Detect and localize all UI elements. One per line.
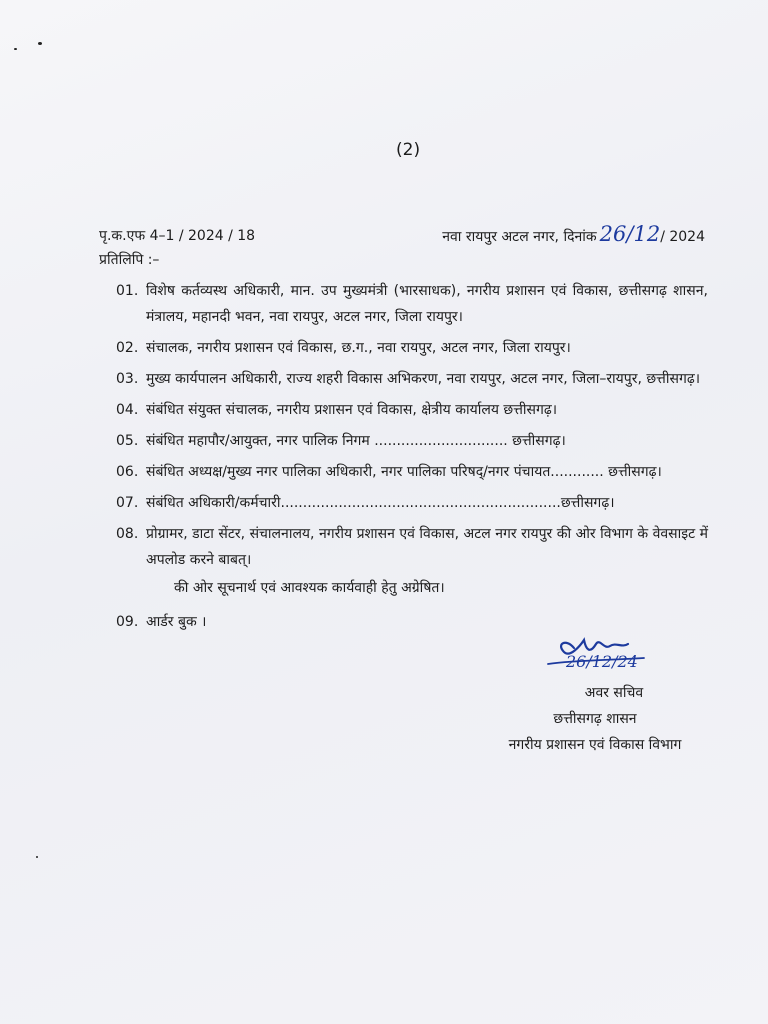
- signature-date: 26/12/24: [566, 652, 638, 671]
- year-text: / 2024: [660, 229, 705, 245]
- item-number: 07.: [116, 495, 139, 511]
- item-text: संबंधित महापौर/आयुक्त, नगर पालिक निगम .............................. छत्तीसगढ़।: [146, 433, 566, 449]
- item-number: 05.: [116, 433, 139, 449]
- list-item: [116, 459, 708, 485]
- handwritten-date: 26/12: [599, 222, 661, 246]
- list-item: [116, 278, 708, 330]
- item-number: 09.: [116, 614, 139, 630]
- item-number: 03.: [116, 371, 139, 387]
- item-text: संबंधित अधिकारी/कर्मचारी...............................................................छत्तीसगढ़।: [146, 495, 615, 511]
- scan-speck: [38, 42, 42, 45]
- copy-to-list: [116, 278, 708, 640]
- list-item: [116, 521, 708, 573]
- handwritten-signature: [544, 630, 654, 680]
- item-text: आर्डर बुक ।: [146, 614, 207, 630]
- item-number: 06.: [116, 464, 139, 480]
- forwarding-note: की ओर सूचनार्थ एवं आवश्यक कार्यवाही हेतु अग्रेषित।: [174, 580, 445, 596]
- place-and-date: [442, 222, 705, 246]
- list-item: [116, 366, 708, 392]
- list-item: [116, 490, 708, 516]
- place-text: नवा रायपुर अटल नगर, दिनांक: [442, 229, 597, 245]
- page-number: (2): [396, 140, 421, 160]
- item-number: 02.: [116, 340, 139, 356]
- signatory-designation: अवर सचिव: [584, 685, 644, 701]
- list-item: [116, 428, 708, 454]
- item-text: मुख्य कार्यपालन अधिकारी, राज्य शहरी विकास अभिकरण, नवा रायपुर, अटल नगर, जिला–रायपुर, छत्तीसगढ़।: [146, 371, 701, 387]
- scan-speck: [36, 856, 38, 858]
- item-text: संबंधित संयुक्त संचालक, नगरीय प्रशासन एवं विकास, क्षेत्रीय कार्यालय छत्तीसगढ़।: [146, 402, 558, 418]
- letter-number: पृ.क.एफ 4–1 / 2024 / 18: [99, 228, 256, 244]
- signatory-department: नगरीय प्रशासन एवं विकास विभाग: [508, 737, 682, 753]
- reference-line: [99, 222, 705, 246]
- list-item: [116, 397, 708, 423]
- signatory-block: [460, 680, 730, 758]
- item-number: 01.: [116, 283, 139, 299]
- item-number: 04.: [116, 402, 139, 418]
- copy-to-label: प्रतिलिपि :–: [99, 252, 160, 268]
- item-text: संबंधित अध्यक्ष/मुख्य नगर पालिका अधिकारी, नगर पालिका परिषद्/नगर पंचायत............ छत्तीसगढ़।: [146, 464, 662, 480]
- list-item: [116, 335, 708, 361]
- item-text: विशेष कर्तव्यस्थ अधिकारी, मान. उप मुख्यमंत्री (भारसाधक), नगरीय प्रशासन एवं विकास, छत्तीसगढ़ शासन, मंत्रालय, महानदी भवन, नवा रायपुर, अटल नगर, जिला रायपुर।: [146, 283, 708, 325]
- scan-speck: [14, 48, 17, 50]
- signatory-government: छत्तीसगढ़ शासन: [553, 711, 637, 727]
- item-text: प्रोग्रामर, डाटा सेंटर, संचालनालय, नगरीय प्रशासन एवं विकास, अटल नगर रायपुर की ओर विभाग के वेवसाइट में अपलोड करने बाबत्।: [146, 526, 708, 568]
- item-number: 08.: [116, 526, 139, 542]
- item-text: संचालक, नगरीय प्रशासन एवं विकास, छ.ग., नवा रायपुर, अटल नगर, जिला रायपुर।: [146, 340, 571, 356]
